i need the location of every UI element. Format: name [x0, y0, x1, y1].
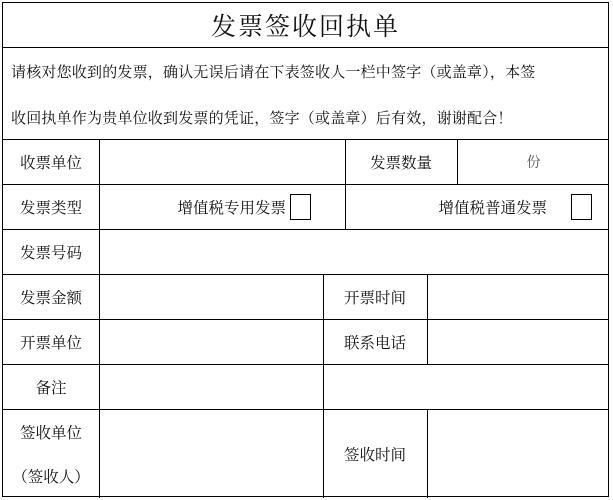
remarks-field[interactable]	[99, 364, 610, 409]
receiving-unit-field[interactable]	[99, 139, 345, 184]
invoice-number-field[interactable]	[99, 229, 610, 274]
sign-time-label: 签收时间	[343, 445, 406, 464]
signer-label: （签收人）	[12, 467, 90, 486]
vat-normal-label: 增值税普通发票	[438, 198, 547, 217]
invoice-quantity-field[interactable]	[457, 139, 610, 184]
vat-normal-checkbox[interactable]	[571, 194, 592, 220]
sign-time-field[interactable]	[427, 409, 610, 498]
invoice-amount-field[interactable]	[99, 274, 323, 319]
issue-time-field[interactable]	[427, 274, 610, 319]
contact-phone-field[interactable]	[427, 319, 610, 364]
issue-time-label: 开票时间	[343, 288, 406, 307]
quantity-unit: 份	[526, 154, 541, 171]
vat-special-label: 增值税专用发票	[177, 198, 286, 217]
instruction-line-2: 收回执单作为贵单位收到发票的凭证，签字（或盖章）后有效，谢谢配合！	[11, 109, 513, 127]
invoice-type-label: 发票类型	[19, 198, 82, 217]
issuing-unit-label: 开票单位	[19, 333, 82, 352]
sign-unit-field[interactable]	[99, 409, 323, 498]
instruction-text	[3, 47, 608, 140]
instruction-line-1: 请核对您收到的发票，确认无误后请在下表签收人一栏中签字（或盖章），本签	[11, 63, 536, 81]
vat-special-option	[99, 184, 345, 229]
invoice-number-label: 发票号码	[19, 243, 82, 262]
sign-unit-label: 签收单位	[19, 423, 82, 442]
form-title: 发票签收回执单	[3, 3, 608, 48]
vat-normal-option	[345, 184, 610, 229]
contact-phone-label: 联系电话	[343, 333, 406, 352]
invoice-quantity-label: 发票数量	[369, 153, 432, 172]
issuing-unit-field[interactable]	[99, 319, 323, 364]
invoice-amount-label: 发票金额	[19, 288, 82, 307]
sign-unit-label-cell	[3, 409, 99, 498]
receiving-unit-label: 收票单位	[19, 153, 82, 172]
remarks-label: 备注	[35, 378, 67, 397]
vat-special-checkbox[interactable]	[290, 194, 311, 220]
receipt-form	[2, 2, 609, 497]
